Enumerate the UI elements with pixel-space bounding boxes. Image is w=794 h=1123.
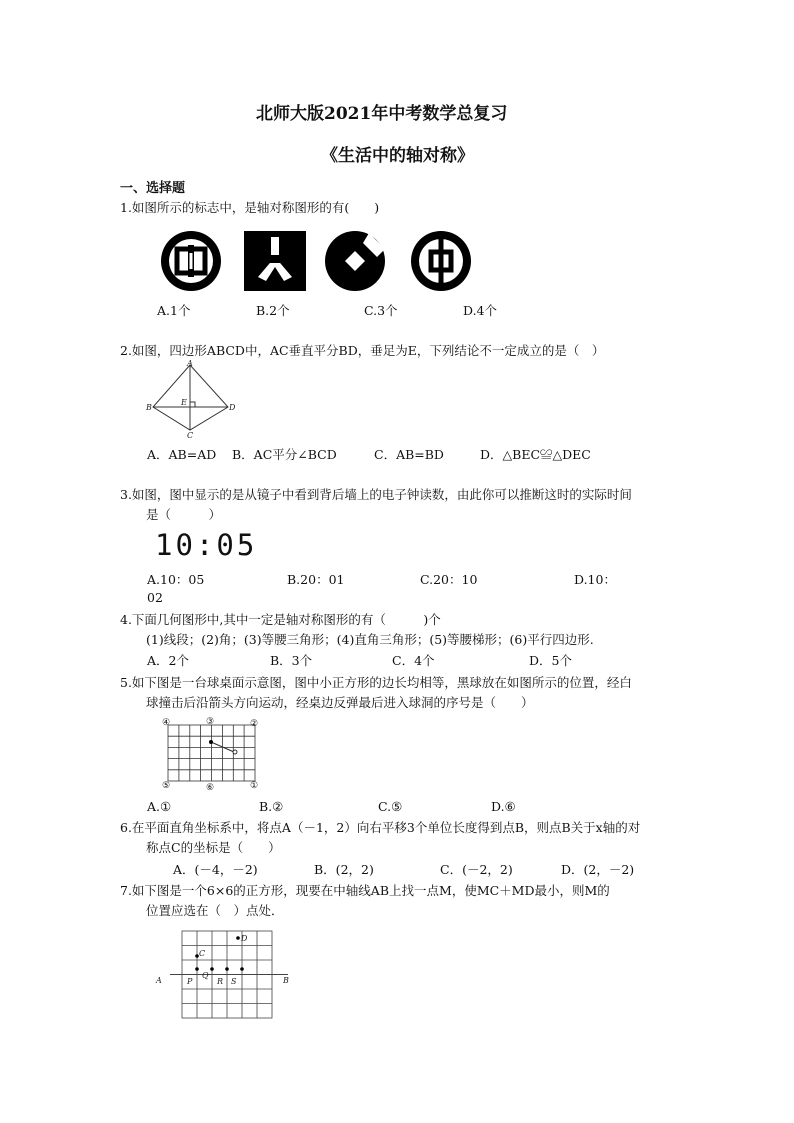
q4-option-d[interactable]: D．5个 [529, 653, 572, 668]
q3-stem-line2: 是（ ） [146, 507, 222, 522]
q3-digital-clock: 10:05 [155, 528, 258, 562]
q7-label-b: B [283, 976, 289, 985]
q7-stem-line2: 位置应选在（ ）点处． [146, 903, 284, 918]
q7-label-a: A [156, 976, 162, 985]
q5-stem-line1: 5.如下图是一台球桌面示意图，图中小正方形的边长均相等，黑球放在如图所示的位置，经白 [120, 675, 632, 690]
q7-label-p: P [187, 977, 193, 986]
q5-hole-6: ⑥ [206, 783, 215, 793]
q5-billiard-table-figure [158, 715, 264, 795]
q2-label-a: A [187, 359, 193, 368]
q2-label-b: B [146, 403, 152, 412]
q5-option-a[interactable]: A.① [147, 799, 172, 814]
q3-option-b[interactable]: B.20：01 [287, 572, 345, 587]
q5-option-b[interactable]: B.② [259, 799, 284, 814]
doc-title: 北师大版2021年中考数学总复习 [256, 104, 508, 124]
q5-option-c[interactable]: C.⑤ [378, 799, 403, 814]
q4-option-a[interactable]: A．2个 [147, 653, 189, 668]
doc-subtitle: 《生活中的轴对称》 [321, 146, 474, 166]
q5-hole-3: ③ [206, 717, 215, 727]
q2-label-e: E [181, 398, 187, 407]
q6-option-a[interactable]: A．(－4，－2) [173, 862, 258, 877]
q6-option-b[interactable]: B．(2，2) [314, 862, 374, 877]
logo-icbc-icon [161, 231, 221, 291]
q4-items: (1)线段；(2)角；(3)等腰三角形；(4)直角三角形；(5)等腰梯形；(6)平行四边形. [146, 632, 594, 647]
q3-option-a[interactable]: A.10：05 [147, 572, 205, 587]
q1-logos [155, 228, 485, 294]
q2-label-c: C [187, 431, 194, 440]
q3-option-d[interactable]: D.10： [574, 572, 616, 587]
q7-stem-line1: 7.如下图是一个6×6的正方形，现要在中轴线AB上找一点M，使MC＋MD最小，则M的 [120, 883, 610, 898]
q5-stem-line2: 球撞击后沿箭头方向运动，经桌边反弹最后进入球洞的序号是（ ） [146, 695, 534, 710]
q5-hole-2: ② [250, 719, 259, 729]
q2-option-b[interactable]: B．AC平分∠BCD [232, 447, 337, 462]
q2-option-d[interactable]: D．△BEC≌△DEC [480, 447, 591, 462]
q6-option-c[interactable]: C．(－2，2) [440, 862, 513, 877]
q7-label-q: Q [202, 971, 209, 980]
q7-grid-figure [150, 925, 300, 1023]
q7-label-s: S [231, 977, 237, 986]
q2-quadrilateral-figure [143, 360, 238, 442]
q1-option-a[interactable]: A.1个 [157, 303, 191, 318]
logo-boc-coin-icon [411, 231, 471, 291]
q1-option-d[interactable]: D.4个 [463, 303, 498, 318]
q1-option-c[interactable]: C.3个 [364, 303, 398, 318]
q5-hole-5: ⑤ [162, 781, 171, 791]
q7-label-r: R [217, 977, 224, 986]
q6-option-d[interactable]: D．(2，－2) [561, 862, 635, 877]
q3-option-c[interactable]: C.20：10 [420, 572, 478, 587]
q5-hole-4: ④ [162, 718, 171, 728]
q6-stem-line1: 6.在平面直角坐标系中，将点A（－1，2）向右平移3个单位长度得到点B，则点B关于x轴的对 [120, 820, 641, 835]
q3-option-d-continued: 02 [147, 590, 163, 605]
logo-bank-of-china-icon [325, 231, 385, 291]
q5-hole-1: ① [250, 781, 259, 791]
q3-stem-line1: 3.如图，图中显示的是从镜子中看到背后墙上的电子钟读数，由此你可以推断这时的实际时间 [120, 487, 632, 502]
q5-option-d[interactable]: D.⑥ [491, 799, 516, 814]
q4-option-b[interactable]: B．3个 [270, 653, 313, 668]
q4-stem: 4.下面几何图形中,其中一定是轴对称图形的有（ )个 [120, 612, 441, 627]
q2-option-a[interactable]: A．AB=AD [147, 447, 217, 462]
q2-stem: 2.如图，四边形ABCD中，AC垂直平分BD，垂足为E，下列结论不一定成立的是（ ） [120, 343, 605, 358]
q7-label-c: C [199, 949, 206, 958]
q1-option-b[interactable]: B.2个 [256, 303, 290, 318]
logo-construction-icon [244, 231, 306, 291]
q2-label-d: D [229, 403, 236, 412]
q1-stem: 1.如图所示的标志中，是轴对称图形的有( ) [120, 200, 380, 215]
q7-label-d: D [241, 934, 248, 943]
q2-option-c[interactable]: C．AB=BD [374, 447, 444, 462]
section-heading: 一、选择题 [120, 181, 186, 196]
q6-stem-line2: 称点C的坐标是（ ） [146, 840, 281, 855]
q4-option-c[interactable]: C．4个 [392, 653, 435, 668]
